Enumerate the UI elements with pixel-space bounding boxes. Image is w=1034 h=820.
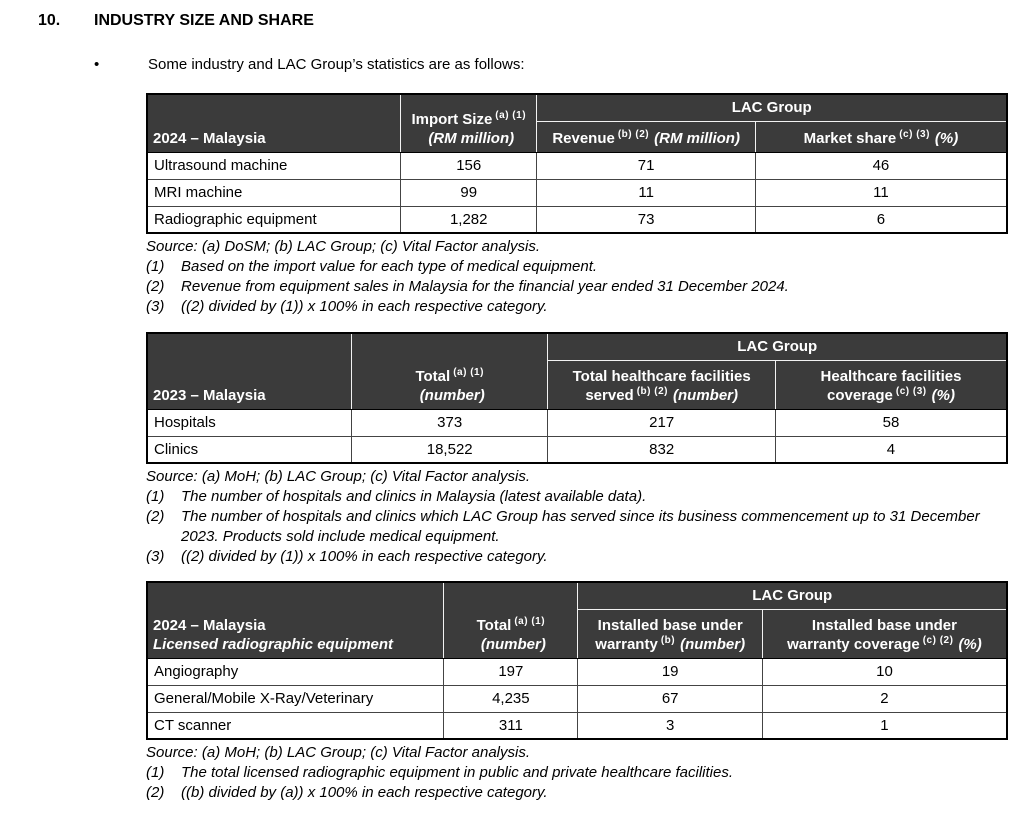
row-label-cell: MRI machine xyxy=(147,179,401,206)
value-cell: 4,235 xyxy=(444,685,578,712)
footnote-number: (2) xyxy=(146,784,165,801)
column-header-line xyxy=(553,386,770,405)
value-cell: 3 xyxy=(578,712,762,739)
footnote-number: (3) xyxy=(146,298,165,315)
section-title: INDUSTRY SIZE AND SHARE xyxy=(94,12,314,29)
column-header-label: Revenue xyxy=(552,129,615,147)
intro-bullet-row xyxy=(94,56,1034,73)
column-header-unit: (%) xyxy=(931,386,955,404)
column-header-line xyxy=(781,386,1001,405)
table1-footnotes xyxy=(146,237,1008,317)
table2-row-header-label: 2023 – Malaysia xyxy=(153,386,266,404)
table3-group-header-row xyxy=(147,582,1007,609)
table1-import-size-header-cell xyxy=(401,94,537,152)
footnote-text: The number of hospitals and clinics in Malaysia (latest available data). xyxy=(181,488,647,505)
footnote-number: (3) xyxy=(146,548,165,565)
column-header-line xyxy=(406,110,531,129)
value-cell: 4 xyxy=(775,436,1007,463)
source-line: Source: (a) DoSM; (b) LAC Group; (c) Vital Factor analysis. xyxy=(146,238,541,255)
table2-facilities-coverage-header-cell xyxy=(775,360,1007,409)
row-label-cell: Ultrasound machine xyxy=(147,152,401,179)
table-row xyxy=(147,179,1007,206)
footnote-text: ((2) divided by (1)) x 100% in each respective category. xyxy=(181,298,548,315)
row-label-cell: CT scanner xyxy=(147,712,444,739)
footnote-number: (1) xyxy=(146,488,165,505)
table-industry-equipment-2024 xyxy=(146,93,1008,234)
footnote-number: (1) xyxy=(146,764,165,781)
footnote-text: ((2) divided by (1)) x 100% in each respective category. xyxy=(181,548,548,565)
table1-row-header-label: 2024 – Malaysia xyxy=(153,129,266,147)
table-row xyxy=(147,658,1007,685)
column-header-line: Healthcare facilities xyxy=(820,367,962,385)
table3-total-header-cell xyxy=(444,582,578,658)
footnote-text: The total licensed radiographic equipment in public and private healthcare facilities. xyxy=(181,764,733,781)
footnote-text: Revenue from equipment sales in Malaysia for the financial year ended 31 December 2024. xyxy=(181,278,789,295)
footnote-marker: (a) (1) xyxy=(453,366,484,378)
value-cell: 46 xyxy=(755,152,1007,179)
row-label-cell: General/Mobile X-Ray/Veterinary xyxy=(147,685,444,712)
table-row xyxy=(147,436,1007,463)
column-header-unit: (number) xyxy=(673,386,738,404)
table1-group-header-row xyxy=(147,94,1007,121)
source-line: Source: (a) MoH; (b) LAC Group; (c) Vital Factor analysis. xyxy=(146,468,531,485)
footnote-marker: (a) (1) xyxy=(514,615,546,627)
footnote-text: Based on the import value for each type of medical equipment. xyxy=(181,258,598,275)
column-header-line xyxy=(357,367,542,386)
table1-market-share-header-cell xyxy=(755,121,1007,152)
table2-footnotes xyxy=(146,467,1008,567)
value-cell: 197 xyxy=(444,658,578,685)
column-header-line xyxy=(583,635,756,654)
value-cell: 832 xyxy=(548,436,776,463)
row-label-cell: Clinics xyxy=(147,436,351,463)
table3-row-header-label: 2024 – Malaysia xyxy=(153,616,266,634)
value-cell: 373 xyxy=(351,409,547,436)
value-cell: 58 xyxy=(775,409,1007,436)
table-healthcare-facilities-2023 xyxy=(146,332,1008,464)
column-header-label: Total xyxy=(476,616,512,634)
column-header-label: served xyxy=(585,386,634,404)
value-cell: 71 xyxy=(537,152,756,179)
footnote-marker: (c) (2) xyxy=(922,634,954,646)
bullet-icon: • xyxy=(94,56,100,73)
source-line: Source: (a) MoH; (b) LAC Group; (c) Vital Factor analysis. xyxy=(146,744,531,761)
column-header-line xyxy=(768,635,1001,654)
column-header-line: Total healthcare facilities xyxy=(572,367,751,385)
column-header-line xyxy=(449,616,572,635)
value-cell: 311 xyxy=(444,712,578,739)
table-row xyxy=(147,409,1007,436)
column-header-unit: (%) xyxy=(958,635,982,653)
value-cell: 156 xyxy=(401,152,537,179)
value-cell: 1,282 xyxy=(401,206,537,233)
column-header-label: Import Size xyxy=(411,110,493,128)
table1-lac-group-header-cell: LAC Group xyxy=(537,94,1007,121)
footnote xyxy=(146,257,1008,277)
table1-row-header-cell xyxy=(147,94,401,152)
column-header-line: Installed base under xyxy=(811,616,957,634)
value-cell: 217 xyxy=(548,409,776,436)
footnote-number: (1) xyxy=(146,258,165,275)
column-header-label: Market share xyxy=(803,129,897,147)
footnote-marker: (a) (1) xyxy=(495,109,527,121)
row-label-cell: Angiography xyxy=(147,658,444,685)
row-label-cell: Hospitals xyxy=(147,409,351,436)
section-heading xyxy=(38,0,1034,30)
column-header-label: warranty xyxy=(595,635,658,653)
section-number: 10. xyxy=(38,12,61,29)
table2-group-header-row xyxy=(147,333,1007,360)
table3-footnotes xyxy=(146,743,1008,803)
table2-lac-group-header-cell: LAC Group xyxy=(548,333,1007,360)
column-header-label: warranty coverage xyxy=(787,635,920,653)
footnote-text: The number of hospitals and clinics which LAC Group has served since its business commencement up to 31 December 2023. Products sold include medical equipment. xyxy=(181,508,980,545)
value-cell: 73 xyxy=(537,206,756,233)
footnote-marker: (b) (2) xyxy=(636,385,668,397)
table3-warranty-coverage-header-cell xyxy=(762,609,1007,658)
column-header-label: Total xyxy=(415,367,451,385)
footnote xyxy=(146,297,1008,317)
footnote xyxy=(146,547,1008,567)
footnote-marker: (c) (3) xyxy=(899,128,930,140)
footnote-number: (2) xyxy=(146,278,165,295)
footnote-number: (2) xyxy=(146,508,165,525)
column-header-unit: (number) xyxy=(480,635,546,653)
table-licensed-radiographic-2024 xyxy=(146,581,1008,740)
value-cell: 11 xyxy=(755,179,1007,206)
footnote xyxy=(146,763,1008,783)
column-header-unit: (%) xyxy=(934,129,959,147)
value-cell: 2 xyxy=(762,685,1007,712)
table-row xyxy=(147,712,1007,739)
value-cell: 67 xyxy=(578,685,762,712)
row-label-cell: Radiographic equipment xyxy=(147,206,401,233)
footnote-text: ((b) divided by (a)) x 100% in each respective category. xyxy=(181,784,548,801)
value-cell: 99 xyxy=(401,179,537,206)
table-row xyxy=(147,685,1007,712)
footnote-marker: (b) xyxy=(660,634,676,646)
table-row xyxy=(147,206,1007,233)
value-cell: 1 xyxy=(762,712,1007,739)
table3-row-header-sublabel: Licensed radiographic equipment xyxy=(153,635,394,653)
footnote xyxy=(146,487,1008,507)
table2-row-header-cell xyxy=(147,333,351,409)
table2-facilities-served-header-cell xyxy=(548,360,776,409)
value-cell: 19 xyxy=(578,658,762,685)
table3-row-header-cell xyxy=(147,582,444,658)
value-cell: 11 xyxy=(537,179,756,206)
value-cell: 10 xyxy=(762,658,1007,685)
table3-lac-group-header-cell: LAC Group xyxy=(578,582,1007,609)
value-cell: 6 xyxy=(755,206,1007,233)
footnote-marker: (b) (2) xyxy=(617,128,650,140)
column-header-unit: (RM million) xyxy=(654,129,740,147)
table3-installed-base-header-cell xyxy=(578,609,762,658)
column-header-unit: (number) xyxy=(680,635,746,653)
column-header-line: Installed base under xyxy=(597,616,743,634)
column-header-unit: (number) xyxy=(419,386,485,404)
column-header-unit: (RM million) xyxy=(428,129,515,147)
table2-total-header-cell xyxy=(351,333,547,409)
column-header-label: coverage xyxy=(827,386,893,404)
footnote xyxy=(146,507,1008,547)
intro-text: Some industry and LAC Group’s statistics are as follows: xyxy=(148,56,525,73)
footnote-marker: (c) (3) xyxy=(895,385,927,397)
footnote xyxy=(146,277,1008,297)
table-row xyxy=(147,152,1007,179)
footnote xyxy=(146,783,1008,803)
value-cell: 18,522 xyxy=(351,436,547,463)
table1-revenue-header-cell xyxy=(537,121,756,152)
